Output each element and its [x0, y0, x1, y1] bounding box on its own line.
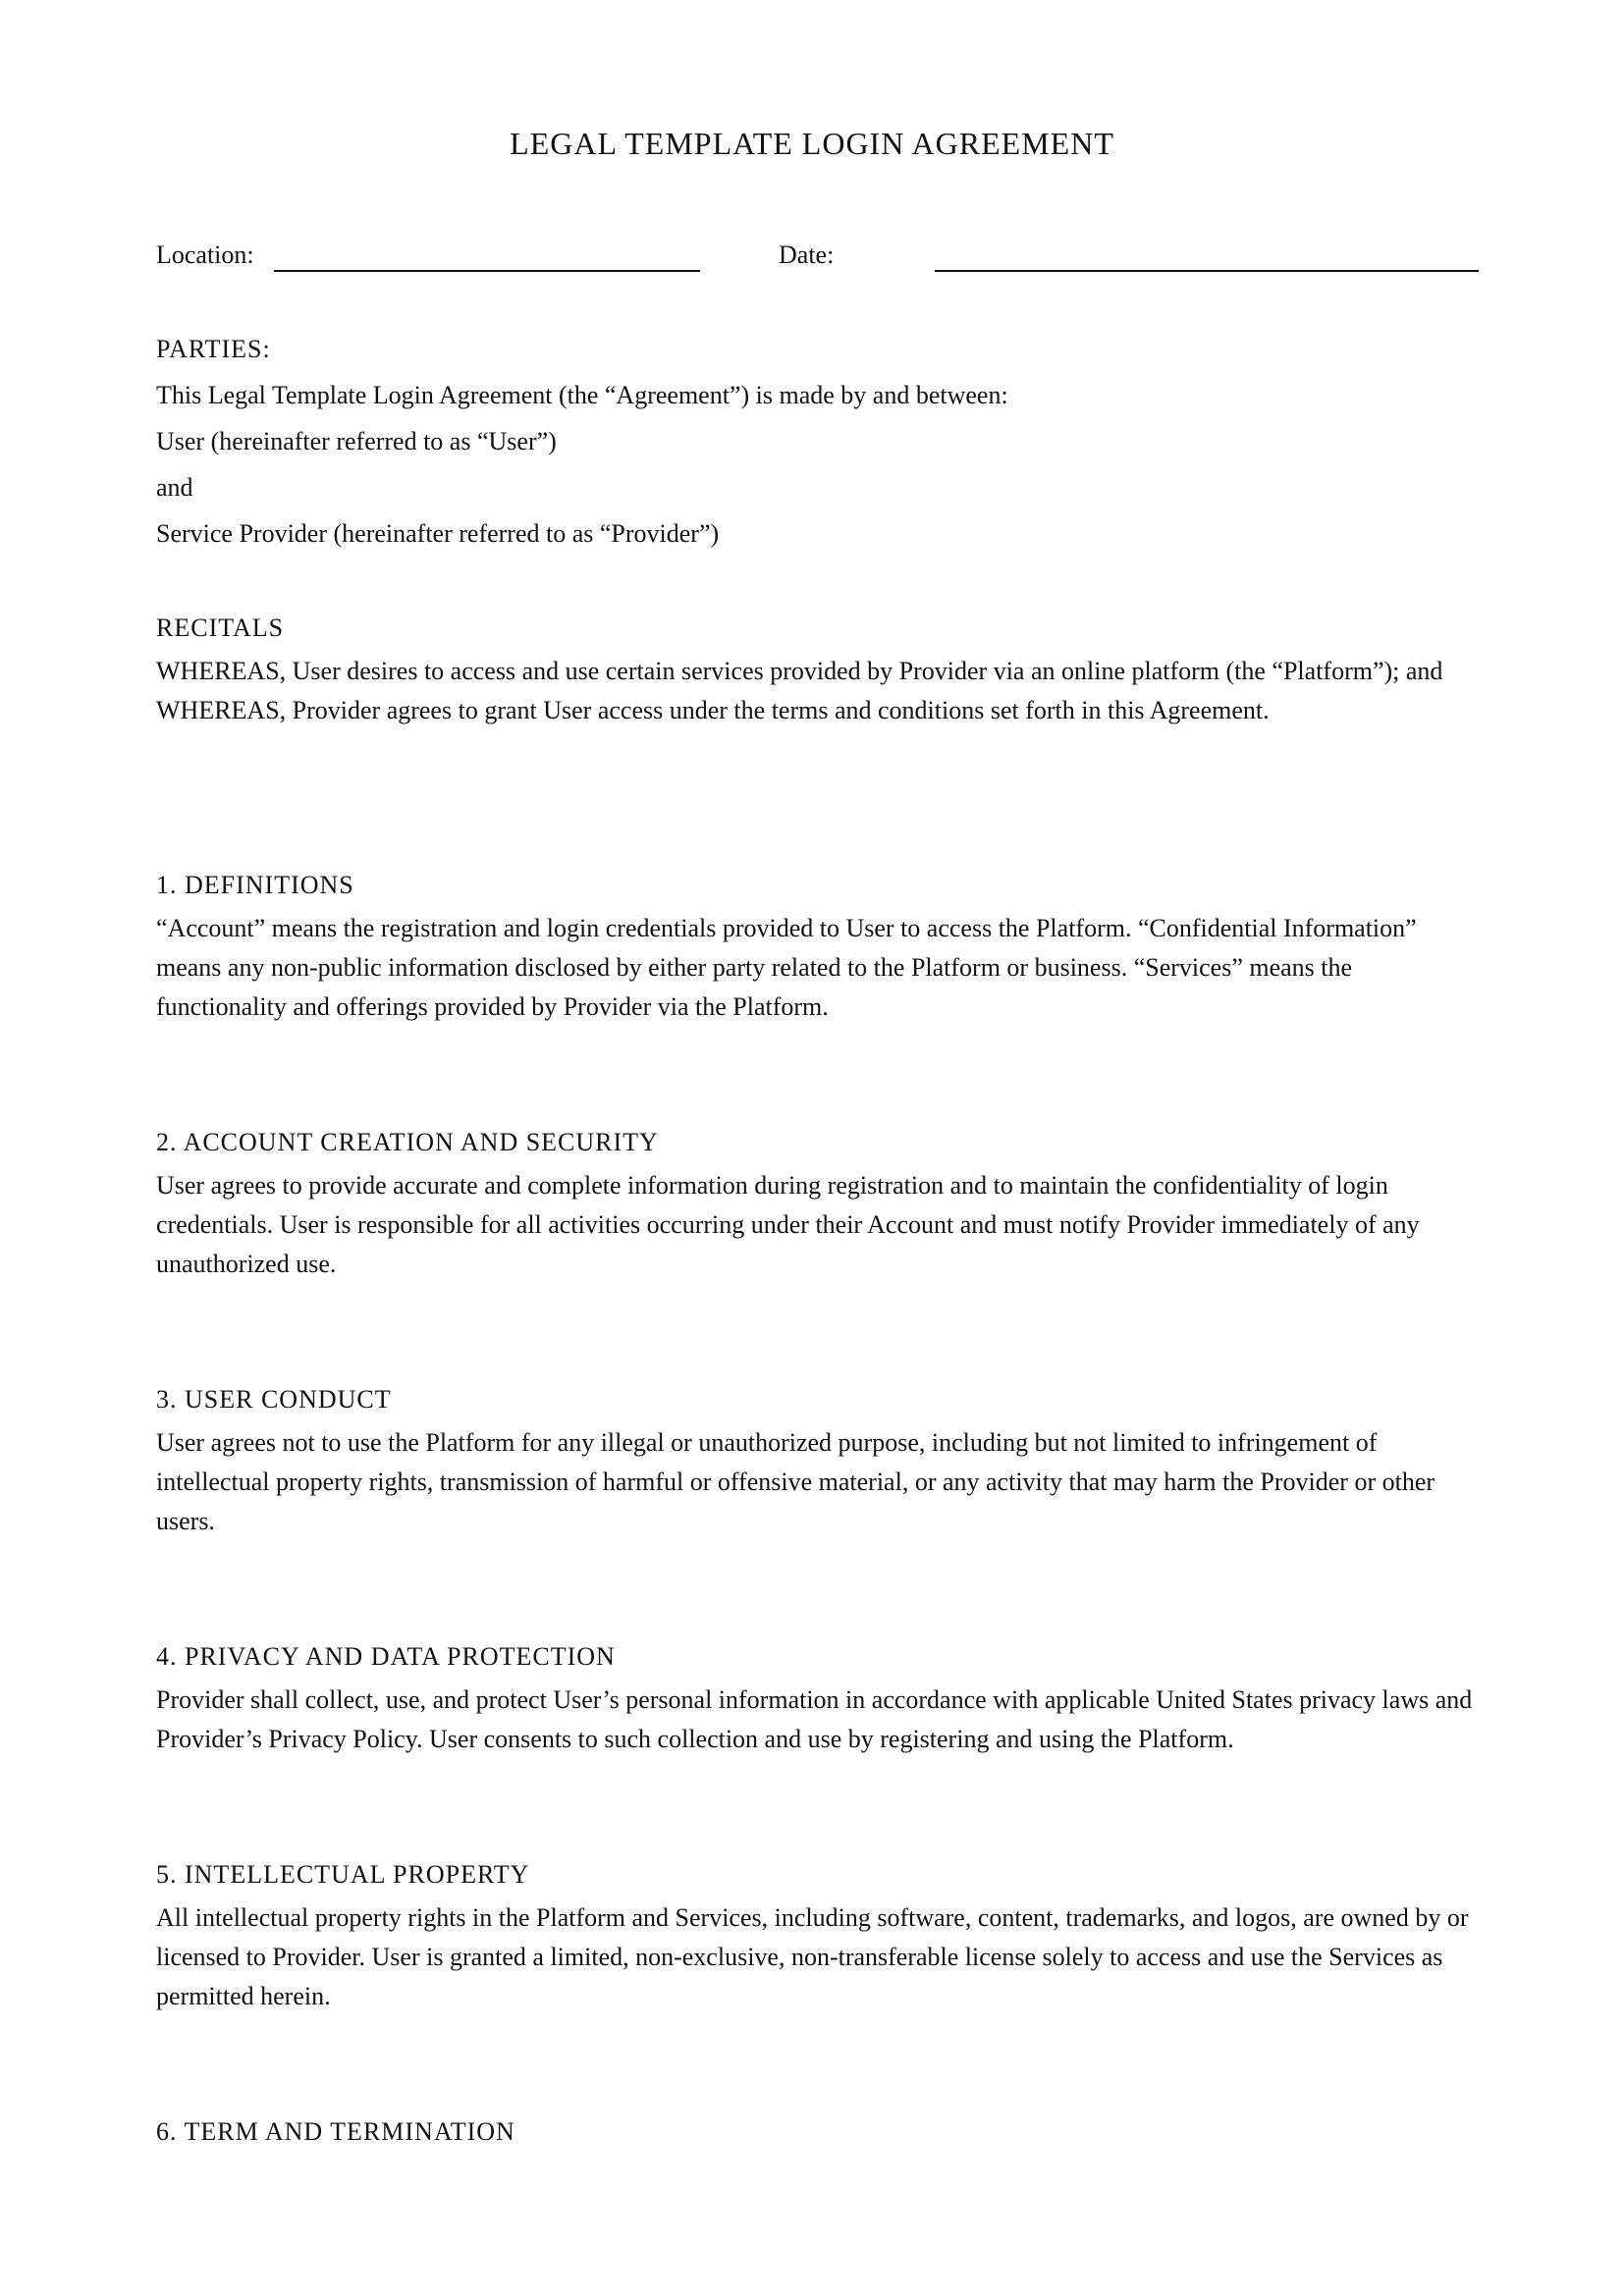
section-intellectual-property — [156, 1855, 1482, 2016]
section-definitions — [156, 866, 1482, 1027]
section-text-privacy: Provider shall collect, use, and protect User’s personal information in accordance with applicable United States privacy laws and Provider’s Privacy Policy. User consents to such collection and use by registering and using the Platform. — [156, 1685, 1473, 1753]
location-field-line[interactable] — [274, 270, 700, 272]
date-field-line[interactable] — [935, 270, 1479, 272]
document-title: LEGAL TEMPLATE LOGIN AGREEMENT — [510, 126, 1114, 161]
parties-line-provider: Service Provider (hereinafter referred to as “Provider”) — [156, 519, 720, 548]
section-text-account-security: User agrees to provide accurate and complete information during registration and to maintain the confidentiality of login credentials. User is responsible for all activities occurring under their Account and must notify Provider immediately of any unauthorized use. — [156, 1171, 1420, 1278]
section-heading-definitions: 1. DEFINITIONS — [156, 871, 354, 899]
section-user-conduct — [156, 1380, 1482, 1541]
section-privacy — [156, 1637, 1482, 1759]
section-heading-privacy: 4. PRIVACY AND DATA PROTECTION — [156, 1642, 616, 1671]
date-label: Date: — [779, 240, 835, 269]
location-date-row — [156, 236, 1482, 275]
recitals-heading: RECITALS — [156, 614, 285, 642]
section-text-intellectual-property: All intellectual property rights in the Platform and Services, including software, content, trademarks, and logos, are owned by or licensed to Provider. User is granted a limited, non-exclusive, non-transferable license solely to access and use the Services as permitted herein. — [156, 1903, 1469, 2010]
section-text-user-conduct: User agrees not to use the Platform for any illegal or unauthorized purpose, including but not limited to infringement of intellectual property rights, transmission of harmful or offensive material, or any activity that may harm the Provider or other users. — [156, 1428, 1435, 1535]
recitals-section — [156, 609, 1482, 730]
parties-section — [156, 330, 1482, 561]
section-heading-intellectual-property: 5. INTELLECTUAL PROPERTY — [156, 1860, 530, 1889]
section-heading-user-conduct: 3. USER CONDUCT — [156, 1385, 392, 1414]
parties-line-and: and — [156, 473, 193, 502]
parties-line-intro: This Legal Template Login Agreement (the “Agreement”) is made by and between: — [156, 381, 1008, 409]
parties-line-user: User (hereinafter referred to as “User”) — [156, 427, 557, 455]
section-account-security — [156, 1123, 1482, 1284]
section-heading-account-security: 2. ACCOUNT CREATION AND SECURITY — [156, 1128, 659, 1156]
location-label: Location: — [156, 240, 254, 269]
section-term-termination — [156, 2112, 1482, 2156]
recitals-text: WHEREAS, User desires to access and use certain services provided by Provider via an online platform (the “Platform”); and WHEREAS, Provider agrees to grant User access under the terms and conditions set forth in this Agreement. — [156, 657, 1443, 724]
parties-heading: PARTIES: — [156, 335, 271, 363]
section-heading-term-termination: 6. TERM AND TERMINATION — [156, 2117, 515, 2146]
section-text-definitions: “Account” means the registration and login credentials provided to User to access the Platform. “Confidential Information” means any non-public information disclosed by either party related to the Platform or business. “Services” means the functionality and offerings provided by Provider via the Platform. — [156, 914, 1417, 1021]
